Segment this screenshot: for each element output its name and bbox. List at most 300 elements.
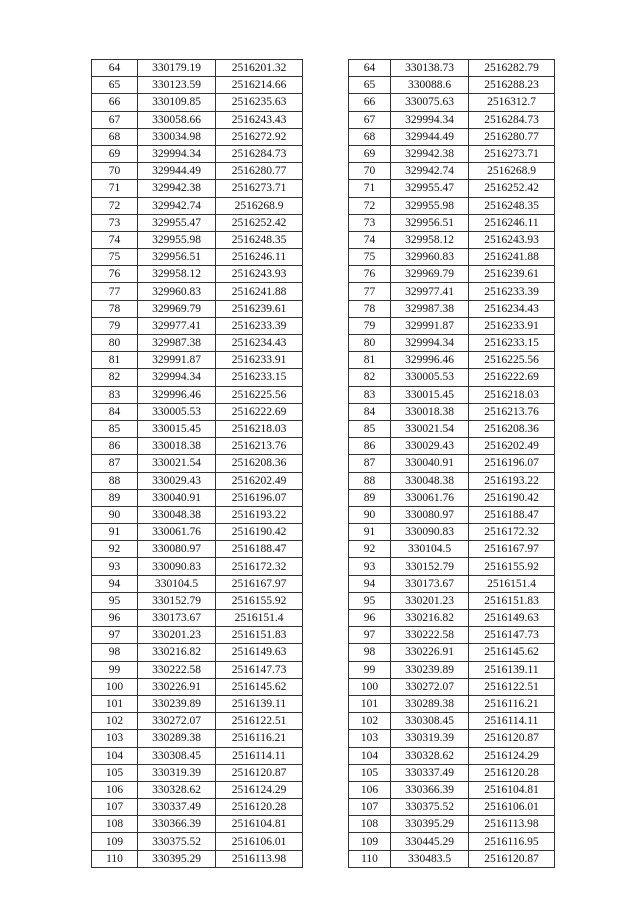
point-number-cell: 72 bbox=[92, 197, 138, 214]
table-row bbox=[349, 524, 555, 541]
y-coordinate-cell: 2516225.56 bbox=[469, 352, 555, 369]
y-coordinate-cell: 2516268.9 bbox=[469, 163, 555, 180]
point-number-cell: 89 bbox=[349, 489, 391, 506]
table-row bbox=[92, 420, 303, 437]
point-number-cell: 81 bbox=[92, 352, 138, 369]
y-coordinate-cell: 2516233.39 bbox=[469, 283, 555, 300]
y-coordinate-cell: 2516147.73 bbox=[216, 661, 303, 678]
table-row bbox=[349, 94, 555, 111]
y-coordinate-cell: 2516284.73 bbox=[469, 111, 555, 128]
x-coordinate-cell: 330337.49 bbox=[391, 764, 469, 781]
x-coordinate-cell: 330201.23 bbox=[391, 592, 469, 609]
table-row bbox=[349, 781, 555, 798]
point-number-cell: 67 bbox=[92, 111, 138, 128]
table-row bbox=[92, 60, 303, 77]
table-row bbox=[92, 610, 303, 627]
x-coordinate-cell: 329960.83 bbox=[391, 249, 469, 266]
y-coordinate-cell: 2516282.79 bbox=[469, 60, 555, 77]
point-number-cell: 95 bbox=[92, 592, 138, 609]
point-number-cell: 91 bbox=[92, 524, 138, 541]
y-coordinate-cell: 2516114.11 bbox=[469, 713, 555, 730]
table-row bbox=[92, 781, 303, 798]
x-coordinate-cell: 330375.52 bbox=[391, 799, 469, 816]
point-number-cell: 105 bbox=[349, 764, 391, 781]
x-coordinate-cell: 330088.6 bbox=[391, 77, 469, 94]
x-coordinate-cell: 329955.47 bbox=[391, 180, 469, 197]
table-row bbox=[349, 438, 555, 455]
y-coordinate-cell: 2516252.42 bbox=[216, 214, 303, 231]
x-coordinate-cell: 330152.79 bbox=[138, 592, 216, 609]
table-row bbox=[92, 455, 303, 472]
y-coordinate-cell: 2516241.88 bbox=[216, 283, 303, 300]
x-coordinate-cell: 330222.58 bbox=[138, 661, 216, 678]
table-row bbox=[349, 575, 555, 592]
x-coordinate-cell: 329996.46 bbox=[391, 352, 469, 369]
y-coordinate-cell: 2516235.63 bbox=[216, 94, 303, 111]
x-coordinate-cell: 330319.39 bbox=[391, 730, 469, 747]
y-coordinate-cell: 2516190.42 bbox=[469, 489, 555, 506]
table-row bbox=[349, 111, 555, 128]
point-number-cell: 65 bbox=[92, 77, 138, 94]
x-coordinate-cell: 330029.43 bbox=[138, 472, 216, 489]
point-number-cell: 97 bbox=[92, 627, 138, 644]
y-coordinate-cell: 2516120.87 bbox=[216, 764, 303, 781]
y-coordinate-cell: 2516222.69 bbox=[216, 403, 303, 420]
point-number-cell: 87 bbox=[92, 455, 138, 472]
table-row bbox=[349, 317, 555, 334]
table-row bbox=[349, 180, 555, 197]
x-coordinate-cell: 329942.74 bbox=[138, 197, 216, 214]
table-body bbox=[92, 60, 303, 868]
table-row bbox=[349, 455, 555, 472]
x-coordinate-cell: 330021.54 bbox=[391, 420, 469, 437]
point-number-cell: 83 bbox=[349, 386, 391, 403]
y-coordinate-cell: 2516243.93 bbox=[216, 266, 303, 283]
y-coordinate-cell: 2516151.83 bbox=[216, 627, 303, 644]
x-coordinate-cell: 330216.82 bbox=[391, 610, 469, 627]
x-coordinate-cell: 330104.5 bbox=[391, 541, 469, 558]
table-row bbox=[92, 317, 303, 334]
table-row bbox=[92, 77, 303, 94]
point-number-cell: 69 bbox=[92, 145, 138, 162]
table-row bbox=[349, 369, 555, 386]
table-row bbox=[92, 438, 303, 455]
table-row bbox=[349, 661, 555, 678]
table-row bbox=[349, 249, 555, 266]
table-row bbox=[92, 300, 303, 317]
y-coordinate-cell: 2516149.63 bbox=[216, 644, 303, 661]
y-coordinate-cell: 2516106.01 bbox=[469, 799, 555, 816]
point-number-cell: 78 bbox=[349, 300, 391, 317]
table-row bbox=[349, 678, 555, 695]
table-row bbox=[92, 541, 303, 558]
table-row bbox=[92, 627, 303, 644]
x-coordinate-cell: 330090.83 bbox=[138, 558, 216, 575]
y-coordinate-cell: 2516312.7 bbox=[469, 94, 555, 111]
x-coordinate-cell: 329994.34 bbox=[138, 145, 216, 162]
table-row bbox=[92, 747, 303, 764]
point-number-cell: 100 bbox=[92, 678, 138, 695]
x-coordinate-cell: 330040.91 bbox=[138, 489, 216, 506]
x-coordinate-cell: 329996.46 bbox=[138, 386, 216, 403]
y-coordinate-cell: 2516213.76 bbox=[469, 403, 555, 420]
x-coordinate-cell: 329956.51 bbox=[391, 214, 469, 231]
y-coordinate-cell: 2516273.71 bbox=[216, 180, 303, 197]
table-row bbox=[349, 77, 555, 94]
x-coordinate-cell: 330239.89 bbox=[138, 695, 216, 712]
table-body bbox=[349, 60, 555, 868]
table-row bbox=[349, 833, 555, 850]
y-coordinate-cell: 2516234.43 bbox=[216, 335, 303, 352]
x-coordinate-cell: 330445.29 bbox=[391, 833, 469, 850]
point-number-cell: 77 bbox=[349, 283, 391, 300]
point-number-cell: 107 bbox=[349, 799, 391, 816]
point-number-cell: 104 bbox=[92, 747, 138, 764]
y-coordinate-cell: 2516120.28 bbox=[216, 799, 303, 816]
point-number-cell: 68 bbox=[349, 128, 391, 145]
y-coordinate-cell: 2516208.36 bbox=[216, 455, 303, 472]
point-number-cell: 65 bbox=[349, 77, 391, 94]
table-row bbox=[92, 730, 303, 747]
y-coordinate-cell: 2516167.97 bbox=[216, 575, 303, 592]
table-row bbox=[92, 231, 303, 248]
y-coordinate-cell: 2516272.92 bbox=[216, 128, 303, 145]
y-coordinate-cell: 2516201.32 bbox=[216, 60, 303, 77]
point-number-cell: 105 bbox=[92, 764, 138, 781]
coordinate-table-right bbox=[348, 59, 555, 868]
y-coordinate-cell: 2516116.21 bbox=[216, 730, 303, 747]
y-coordinate-cell: 2516114.11 bbox=[216, 747, 303, 764]
table-row bbox=[349, 764, 555, 781]
x-coordinate-cell: 330080.97 bbox=[391, 506, 469, 523]
y-coordinate-cell: 2516151.4 bbox=[469, 575, 555, 592]
table-row bbox=[92, 644, 303, 661]
y-coordinate-cell: 2516202.49 bbox=[469, 438, 555, 455]
y-coordinate-cell: 2516213.76 bbox=[216, 438, 303, 455]
y-coordinate-cell: 2516120.87 bbox=[469, 850, 555, 867]
table-row bbox=[349, 695, 555, 712]
y-coordinate-cell: 2516202.49 bbox=[216, 472, 303, 489]
y-coordinate-cell: 2516239.61 bbox=[469, 266, 555, 283]
x-coordinate-cell: 330080.97 bbox=[138, 541, 216, 558]
x-coordinate-cell: 329987.38 bbox=[138, 335, 216, 352]
x-coordinate-cell: 330034.98 bbox=[138, 128, 216, 145]
y-coordinate-cell: 2516284.73 bbox=[216, 145, 303, 162]
table-row bbox=[92, 283, 303, 300]
point-number-cell: 66 bbox=[349, 94, 391, 111]
y-coordinate-cell: 2516233.15 bbox=[469, 335, 555, 352]
point-number-cell: 86 bbox=[349, 438, 391, 455]
point-number-cell: 92 bbox=[92, 541, 138, 558]
point-number-cell: 73 bbox=[92, 214, 138, 231]
table-row bbox=[349, 850, 555, 867]
point-number-cell: 78 bbox=[92, 300, 138, 317]
x-coordinate-cell: 330308.45 bbox=[391, 713, 469, 730]
point-number-cell: 104 bbox=[349, 747, 391, 764]
point-number-cell: 81 bbox=[349, 352, 391, 369]
point-number-cell: 96 bbox=[349, 610, 391, 627]
table-row bbox=[92, 386, 303, 403]
y-coordinate-cell: 2516122.51 bbox=[469, 678, 555, 695]
point-number-cell: 82 bbox=[349, 369, 391, 386]
point-number-cell: 100 bbox=[349, 678, 391, 695]
y-coordinate-cell: 2516233.15 bbox=[216, 369, 303, 386]
table-row bbox=[92, 575, 303, 592]
point-number-cell: 98 bbox=[349, 644, 391, 661]
y-coordinate-cell: 2516155.92 bbox=[216, 592, 303, 609]
x-coordinate-cell: 330029.43 bbox=[391, 438, 469, 455]
y-coordinate-cell: 2516139.11 bbox=[216, 695, 303, 712]
y-coordinate-cell: 2516218.03 bbox=[216, 420, 303, 437]
x-coordinate-cell: 330090.83 bbox=[391, 524, 469, 541]
table-row bbox=[92, 713, 303, 730]
table-row bbox=[92, 764, 303, 781]
x-coordinate-cell: 329994.34 bbox=[138, 369, 216, 386]
y-coordinate-cell: 2516268.9 bbox=[216, 197, 303, 214]
point-number-cell: 91 bbox=[349, 524, 391, 541]
table-row bbox=[349, 747, 555, 764]
x-coordinate-cell: 330226.91 bbox=[138, 678, 216, 695]
y-coordinate-cell: 2516188.47 bbox=[216, 541, 303, 558]
table-row bbox=[349, 730, 555, 747]
point-number-cell: 79 bbox=[92, 317, 138, 334]
y-coordinate-cell: 2516218.03 bbox=[469, 386, 555, 403]
point-number-cell: 97 bbox=[349, 627, 391, 644]
x-coordinate-cell: 330061.76 bbox=[138, 524, 216, 541]
table-row bbox=[349, 420, 555, 437]
point-number-cell: 71 bbox=[92, 180, 138, 197]
point-number-cell: 109 bbox=[349, 833, 391, 850]
y-coordinate-cell: 2516246.11 bbox=[469, 214, 555, 231]
point-number-cell: 106 bbox=[349, 781, 391, 798]
x-coordinate-cell: 330289.38 bbox=[138, 730, 216, 747]
y-coordinate-cell: 2516155.92 bbox=[469, 558, 555, 575]
y-coordinate-cell: 2516273.71 bbox=[469, 145, 555, 162]
table-row bbox=[92, 816, 303, 833]
x-coordinate-cell: 329942.74 bbox=[391, 163, 469, 180]
x-coordinate-cell: 330173.67 bbox=[138, 610, 216, 627]
point-number-cell: 93 bbox=[349, 558, 391, 575]
point-number-cell: 108 bbox=[349, 816, 391, 833]
table-row bbox=[92, 266, 303, 283]
point-number-cell: 64 bbox=[92, 60, 138, 77]
x-coordinate-cell: 330005.53 bbox=[391, 369, 469, 386]
y-coordinate-cell: 2516196.07 bbox=[469, 455, 555, 472]
point-number-cell: 102 bbox=[92, 713, 138, 730]
point-number-cell: 99 bbox=[92, 661, 138, 678]
point-number-cell: 72 bbox=[349, 197, 391, 214]
x-coordinate-cell: 329955.98 bbox=[391, 197, 469, 214]
y-coordinate-cell: 2516233.91 bbox=[216, 352, 303, 369]
point-number-cell: 87 bbox=[349, 455, 391, 472]
table-row bbox=[92, 524, 303, 541]
y-coordinate-cell: 2516106.01 bbox=[216, 833, 303, 850]
table-row bbox=[349, 558, 555, 575]
table-row bbox=[349, 541, 555, 558]
y-coordinate-cell: 2516113.98 bbox=[216, 850, 303, 867]
table-row bbox=[92, 335, 303, 352]
table-row bbox=[349, 403, 555, 420]
y-coordinate-cell: 2516113.98 bbox=[469, 816, 555, 833]
y-coordinate-cell: 2516241.88 bbox=[469, 249, 555, 266]
point-number-cell: 93 bbox=[92, 558, 138, 575]
point-number-cell: 80 bbox=[92, 335, 138, 352]
y-coordinate-cell: 2516116.95 bbox=[469, 833, 555, 850]
x-coordinate-cell: 330048.38 bbox=[391, 472, 469, 489]
point-number-cell: 95 bbox=[349, 592, 391, 609]
table-row bbox=[92, 128, 303, 145]
x-coordinate-cell: 330272.07 bbox=[138, 713, 216, 730]
y-coordinate-cell: 2516151.83 bbox=[469, 592, 555, 609]
x-coordinate-cell: 329969.79 bbox=[138, 300, 216, 317]
y-coordinate-cell: 2516248.35 bbox=[469, 197, 555, 214]
point-number-cell: 71 bbox=[349, 180, 391, 197]
x-coordinate-cell: 329977.41 bbox=[391, 283, 469, 300]
x-coordinate-cell: 329956.51 bbox=[138, 249, 216, 266]
y-coordinate-cell: 2516104.81 bbox=[469, 781, 555, 798]
x-coordinate-cell: 330222.58 bbox=[391, 627, 469, 644]
x-coordinate-cell: 330018.38 bbox=[391, 403, 469, 420]
x-coordinate-cell: 329991.87 bbox=[391, 317, 469, 334]
point-number-cell: 75 bbox=[349, 249, 391, 266]
table-row bbox=[349, 335, 555, 352]
table-row bbox=[92, 661, 303, 678]
point-number-cell: 83 bbox=[92, 386, 138, 403]
y-coordinate-cell: 2516233.91 bbox=[469, 317, 555, 334]
x-coordinate-cell: 330123.59 bbox=[138, 77, 216, 94]
point-number-cell: 90 bbox=[92, 506, 138, 523]
point-number-cell: 86 bbox=[92, 438, 138, 455]
point-number-cell: 101 bbox=[92, 695, 138, 712]
x-coordinate-cell: 330337.49 bbox=[138, 799, 216, 816]
point-number-cell: 101 bbox=[349, 695, 391, 712]
x-coordinate-cell: 330395.29 bbox=[138, 850, 216, 867]
x-coordinate-cell: 330048.38 bbox=[138, 506, 216, 523]
table-row bbox=[92, 695, 303, 712]
point-number-cell: 88 bbox=[92, 472, 138, 489]
table-row bbox=[349, 506, 555, 523]
x-coordinate-cell: 330289.38 bbox=[391, 695, 469, 712]
point-number-cell: 70 bbox=[349, 163, 391, 180]
x-coordinate-cell: 330201.23 bbox=[138, 627, 216, 644]
x-coordinate-cell: 330058.66 bbox=[138, 111, 216, 128]
x-coordinate-cell: 329958.12 bbox=[138, 266, 216, 283]
y-coordinate-cell: 2516196.07 bbox=[216, 489, 303, 506]
table-row bbox=[349, 145, 555, 162]
table-row bbox=[92, 145, 303, 162]
x-coordinate-cell: 330272.07 bbox=[391, 678, 469, 695]
y-coordinate-cell: 2516243.93 bbox=[469, 231, 555, 248]
table-row bbox=[92, 369, 303, 386]
y-coordinate-cell: 2516225.56 bbox=[216, 386, 303, 403]
y-coordinate-cell: 2516239.61 bbox=[216, 300, 303, 317]
point-number-cell: 76 bbox=[349, 266, 391, 283]
x-coordinate-cell: 329942.38 bbox=[391, 145, 469, 162]
table-row bbox=[92, 111, 303, 128]
table-row bbox=[92, 214, 303, 231]
table-row bbox=[349, 386, 555, 403]
point-number-cell: 70 bbox=[92, 163, 138, 180]
table-row bbox=[349, 713, 555, 730]
y-coordinate-cell: 2516248.35 bbox=[216, 231, 303, 248]
table-row bbox=[92, 94, 303, 111]
point-number-cell: 84 bbox=[92, 403, 138, 420]
y-coordinate-cell: 2516280.77 bbox=[216, 163, 303, 180]
point-number-cell: 110 bbox=[92, 850, 138, 867]
x-coordinate-cell: 329991.87 bbox=[138, 352, 216, 369]
point-number-cell: 85 bbox=[349, 420, 391, 437]
point-number-cell: 106 bbox=[92, 781, 138, 798]
x-coordinate-cell: 330239.89 bbox=[391, 661, 469, 678]
point-number-cell: 73 bbox=[349, 214, 391, 231]
x-coordinate-cell: 330216.82 bbox=[138, 644, 216, 661]
point-number-cell: 79 bbox=[349, 317, 391, 334]
x-coordinate-cell: 330319.39 bbox=[138, 764, 216, 781]
x-coordinate-cell: 329969.79 bbox=[391, 266, 469, 283]
y-coordinate-cell: 2516193.22 bbox=[469, 472, 555, 489]
y-coordinate-cell: 2516145.62 bbox=[216, 678, 303, 695]
x-coordinate-cell: 330375.52 bbox=[138, 833, 216, 850]
y-coordinate-cell: 2516234.43 bbox=[469, 300, 555, 317]
x-coordinate-cell: 330366.39 bbox=[391, 781, 469, 798]
x-coordinate-cell: 330179.19 bbox=[138, 60, 216, 77]
y-coordinate-cell: 2516188.47 bbox=[469, 506, 555, 523]
point-number-cell: 77 bbox=[92, 283, 138, 300]
y-coordinate-cell: 2516172.32 bbox=[216, 558, 303, 575]
x-coordinate-cell: 330152.79 bbox=[391, 558, 469, 575]
y-coordinate-cell: 2516122.51 bbox=[216, 713, 303, 730]
point-number-cell: 102 bbox=[349, 713, 391, 730]
table-row bbox=[349, 644, 555, 661]
x-coordinate-cell: 329958.12 bbox=[391, 231, 469, 248]
x-coordinate-cell: 330395.29 bbox=[391, 816, 469, 833]
point-number-cell: 69 bbox=[349, 145, 391, 162]
table-row bbox=[349, 283, 555, 300]
point-number-cell: 68 bbox=[92, 128, 138, 145]
x-coordinate-cell: 330075.63 bbox=[391, 94, 469, 111]
point-number-cell: 103 bbox=[349, 730, 391, 747]
y-coordinate-cell: 2516149.63 bbox=[469, 610, 555, 627]
point-number-cell: 94 bbox=[92, 575, 138, 592]
y-coordinate-cell: 2516145.62 bbox=[469, 644, 555, 661]
table-row bbox=[349, 592, 555, 609]
point-number-cell: 103 bbox=[92, 730, 138, 747]
point-number-cell: 82 bbox=[92, 369, 138, 386]
y-coordinate-cell: 2516280.77 bbox=[469, 128, 555, 145]
x-coordinate-cell: 330226.91 bbox=[391, 644, 469, 661]
table-row bbox=[92, 180, 303, 197]
point-number-cell: 107 bbox=[92, 799, 138, 816]
point-number-cell: 76 bbox=[92, 266, 138, 283]
x-coordinate-cell: 330061.76 bbox=[391, 489, 469, 506]
point-number-cell: 80 bbox=[349, 335, 391, 352]
point-number-cell: 75 bbox=[92, 249, 138, 266]
point-number-cell: 96 bbox=[92, 610, 138, 627]
table-row bbox=[92, 489, 303, 506]
y-coordinate-cell: 2516190.42 bbox=[216, 524, 303, 541]
table-row bbox=[92, 249, 303, 266]
table-row bbox=[349, 197, 555, 214]
x-coordinate-cell: 329977.41 bbox=[138, 317, 216, 334]
point-number-cell: 74 bbox=[349, 231, 391, 248]
y-coordinate-cell: 2516233.39 bbox=[216, 317, 303, 334]
point-number-cell: 67 bbox=[349, 111, 391, 128]
table-row bbox=[92, 850, 303, 867]
table-row bbox=[92, 558, 303, 575]
x-coordinate-cell: 329944.49 bbox=[391, 128, 469, 145]
point-number-cell: 89 bbox=[92, 489, 138, 506]
y-coordinate-cell: 2516139.11 bbox=[469, 661, 555, 678]
